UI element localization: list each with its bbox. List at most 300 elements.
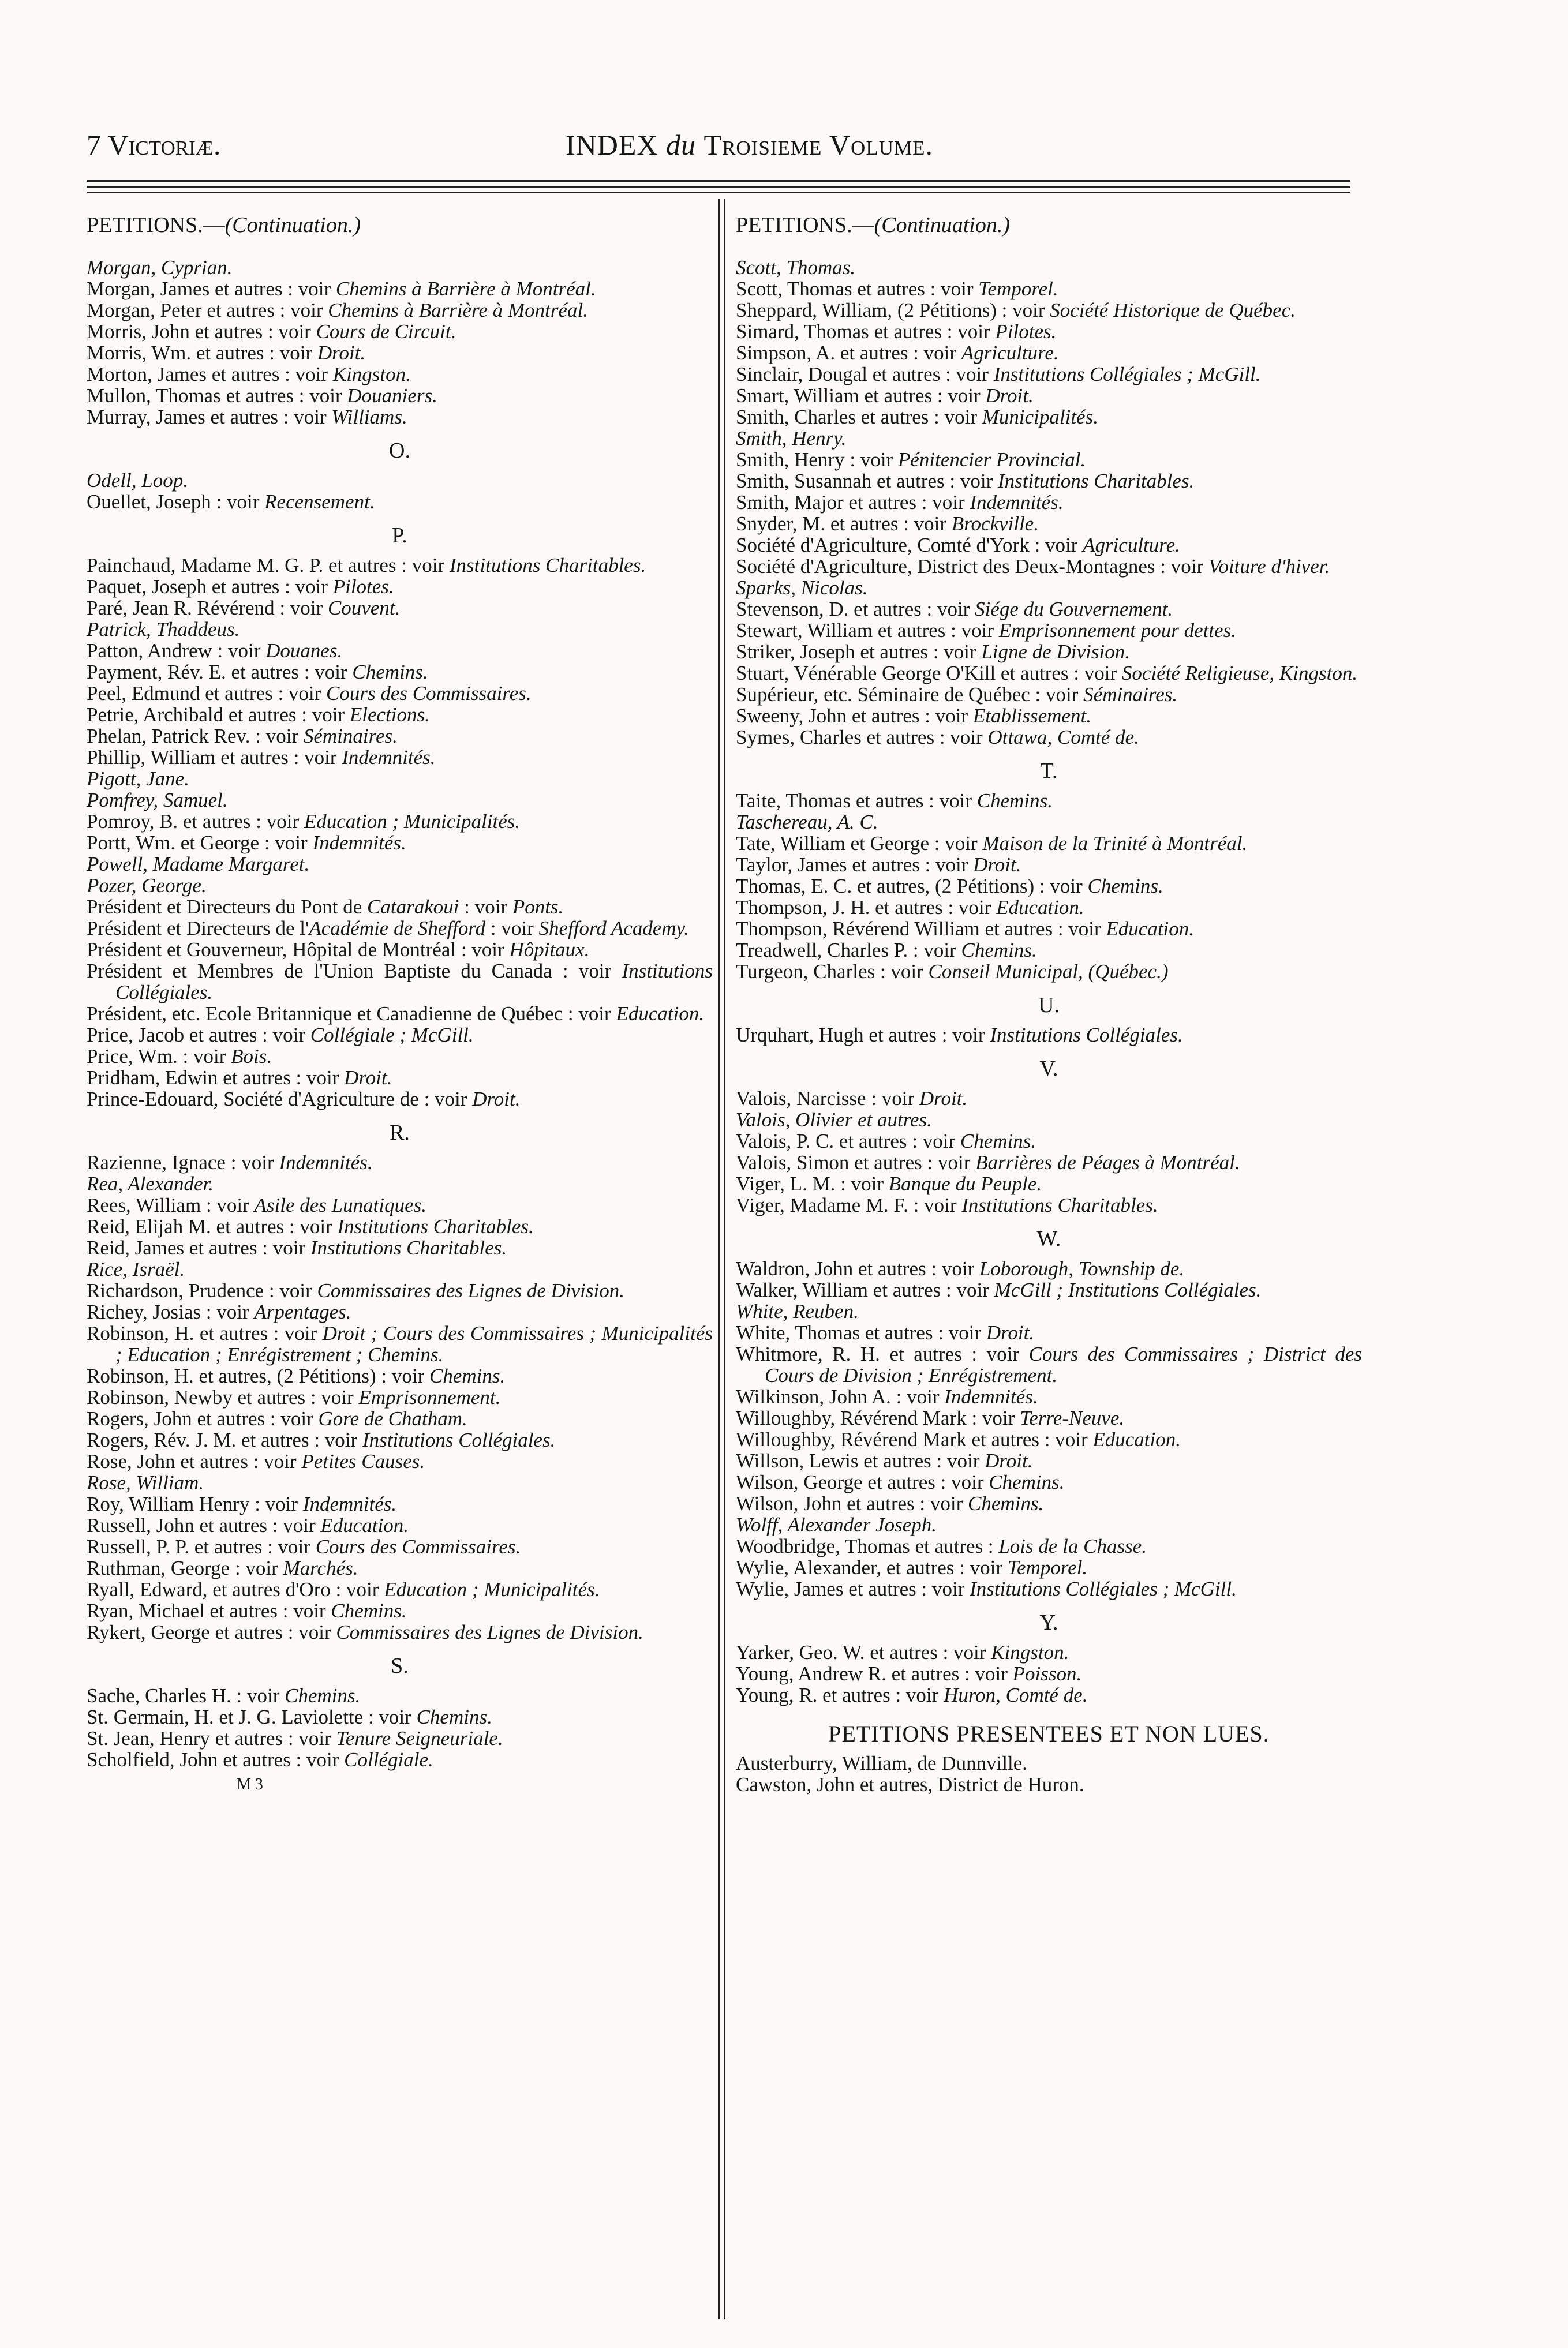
entry-name: Pozer, George. — [87, 874, 207, 897]
index-entry — [736, 1663, 1362, 1684]
left-column — [87, 215, 713, 1795]
entry-reference: Agriculture. — [1083, 534, 1180, 556]
entry-name: White, Reuben. — [736, 1300, 859, 1323]
index-entry — [87, 1579, 713, 1600]
section-letter: R. — [390, 1121, 410, 1145]
header-volume-words: Troisieme Volume. — [703, 129, 933, 161]
index-entry — [87, 555, 713, 576]
index-entry — [736, 385, 1362, 406]
index-entry — [87, 939, 713, 960]
entry-name: Rogers, John et autres : voir — [87, 1407, 319, 1430]
entry-reference: Pilotes. — [995, 320, 1057, 343]
index-entry — [736, 364, 1362, 385]
index-entry — [87, 704, 713, 725]
entry-name: Austerburry, William, de Dunnville. — [736, 1752, 1028, 1774]
entry-name: Stuart, Vénérable George O'Kill et autres : voir — [736, 662, 1122, 684]
unread-petitions-heading: PETITIONS PRESENTEES ET NON LUES. — [828, 1721, 1270, 1747]
index-entry — [87, 832, 713, 853]
entry-reference: Agriculture. — [961, 342, 1059, 364]
entry-name: Morgan, James et autres : voir — [87, 278, 336, 300]
index-entry — [736, 1774, 1362, 1795]
entry-name: Morris, Wm. et autres : voir — [87, 342, 317, 364]
entry-reference: Chemins à Barrière à Montréal. — [328, 299, 589, 321]
entry-name: Valois, Simon et autres : voir — [736, 1151, 976, 1174]
entry-name: Mullon, Thomas et autres : voir — [87, 384, 347, 407]
index-entry — [87, 342, 713, 364]
index-entry — [736, 705, 1362, 727]
entry-name: Président, etc. Ecole Britannique et Canadienne de Québec : voir — [87, 1002, 616, 1025]
entry-reference: Hôpitaux. — [509, 938, 590, 961]
entry-name: Whitmore, R. H. et autres : voir — [736, 1343, 1029, 1365]
entry-name: Thompson, J. H. et autres : voir — [736, 896, 997, 919]
entry-name: Valois, Olivier et autres. — [736, 1109, 932, 1131]
entry-reference: Siége du Gouvernement. — [975, 598, 1173, 620]
entry-reference: Maison de la Trinité à Montréal. — [982, 832, 1248, 855]
entry-name: Rose, William. — [87, 1471, 204, 1494]
entry-reference: Barrières de Péages à Montréal. — [975, 1151, 1240, 1174]
index-entry — [87, 1408, 713, 1429]
index-entry — [87, 321, 713, 342]
section-letter: U. — [1038, 993, 1060, 1017]
entry-reference: Institutions Collégiales. — [990, 1024, 1183, 1046]
index-entry — [736, 1386, 1362, 1407]
entry-reference: Indemnités. — [944, 1385, 1038, 1408]
index-entry — [87, 278, 713, 299]
section-letter: W. — [1036, 1227, 1061, 1251]
entry-name: Sweeny, John et autres : voir — [736, 705, 973, 727]
index-entry — [736, 1642, 1362, 1663]
index-entry — [736, 257, 1362, 278]
index-entry — [87, 1728, 713, 1749]
entry-name: Urquhart, Hugh et autres : voir — [736, 1024, 990, 1046]
entry-name: Wilson, John et autres : voir — [736, 1492, 968, 1515]
index-entry — [736, 918, 1362, 939]
entry-reference: McGill ; Institutions Collégiales. — [994, 1279, 1262, 1301]
index-entry — [736, 854, 1362, 875]
entry-name: Cawston, John et autres, District de Huron. — [736, 1773, 1084, 1796]
entry-reference: Séminaires. — [1083, 683, 1178, 706]
entry-reference: Ligne de Division. — [981, 641, 1130, 663]
index-entry — [736, 1109, 1362, 1130]
index-entry — [87, 1323, 713, 1365]
entry-name: Russell, P. P. et autres : voir — [87, 1536, 316, 1558]
entry-name: Phelan, Patrick Rev. : voir — [87, 725, 304, 747]
entry-name: Société d'Agriculture, District des Deux-Montagnes : voir — [736, 555, 1208, 578]
entry-name: Morton, James et autres : voir — [87, 363, 333, 385]
index-entry — [736, 492, 1362, 513]
index-entry — [736, 1578, 1362, 1600]
index-entry — [87, 918, 713, 939]
entry-name: Président et Directeurs de l' — [87, 917, 309, 939]
right-column — [736, 215, 1362, 1795]
entry-name: Paquet, Joseph et autres : voir — [87, 575, 333, 598]
entry-reference: Education. — [1106, 918, 1195, 940]
entry-name: Taite, Thomas et autres : voir — [736, 789, 977, 812]
entry-name: Smith, Major et autres : voir — [736, 491, 970, 514]
entry-reference: Indemnités. — [970, 491, 1064, 514]
entry-reference: Collégiale. — [344, 1748, 433, 1771]
entry-reference: Pilotes. — [332, 575, 394, 598]
entry-name: Prince-Edouard, Société d'Agriculture de : voir — [87, 1088, 473, 1110]
entry-name: Morris, John et autres : voir — [87, 320, 316, 343]
entry-reference: Droit. — [986, 1321, 1035, 1344]
left-entries-list — [87, 257, 713, 1770]
entry-name: Rea, Alexander. — [87, 1173, 214, 1195]
section-letter: T. — [1040, 759, 1058, 783]
entry-name: Président et Directeurs du Pont de — [87, 896, 368, 918]
entry-name: Odell, Loop. — [87, 469, 188, 492]
entry-reference: Education. — [320, 1514, 409, 1537]
entry-reference: Emprisonnement. — [358, 1386, 501, 1409]
entry-reference: Asile des Lunatiques. — [254, 1194, 427, 1216]
entry-reference: Douaniers. — [347, 384, 437, 407]
entry-name: Pridham, Edwin et autres : voir — [87, 1066, 345, 1089]
entry-reference: Chemins. — [961, 939, 1037, 961]
section-letter: Y. — [1039, 1611, 1058, 1635]
entry-reference: Droit. — [472, 1088, 521, 1110]
entry-reference: Droit. — [973, 853, 1021, 876]
index-entry — [87, 1749, 713, 1770]
entry-name: Price, Wm. : voir — [87, 1045, 231, 1068]
index-entry — [87, 1600, 713, 1621]
entry-reference: Droit. — [985, 384, 1034, 407]
entry-reference: Cours de Circuit. — [316, 320, 456, 343]
index-entry — [736, 1429, 1362, 1450]
entry-name: Thomas, E. C. et autres, (2 Pétitions) : voir — [736, 875, 1088, 897]
entry-name: Richardson, Prudence : voir — [87, 1279, 317, 1302]
entry-reference: Chemins à Barrière à Montréal. — [335, 278, 596, 300]
entry-reference: Indemnités. — [279, 1151, 373, 1174]
entry-name: Smith, Susannah et autres : voir — [736, 470, 998, 492]
entry-name: Smith, Henry : voir — [736, 448, 898, 471]
index-entry — [87, 1152, 713, 1173]
index-entry — [736, 534, 1362, 556]
index-entry — [736, 470, 1362, 492]
index-entry — [87, 1088, 713, 1110]
entry-name: Powell, Madame Margaret. — [87, 853, 310, 875]
entry-reference: Etablissement. — [972, 705, 1091, 727]
entry-reference: Elections. — [349, 703, 430, 726]
entry-name: Striker, Joseph et autres : voir — [736, 641, 982, 663]
entry-reference: Arpentages. — [254, 1301, 351, 1323]
entry-name: Painchaud, Madame M. G. P. et autres : voir — [87, 554, 450, 576]
index-entry — [736, 961, 1362, 982]
entry-reference: Chemins. — [968, 1492, 1044, 1515]
entry-name: Président et Gouverneur, Hôpital de Montréal : voir — [87, 938, 510, 961]
index-entry — [736, 1130, 1362, 1152]
unread-petitions-list — [736, 1752, 1362, 1795]
index-entry — [736, 299, 1362, 321]
index-entry — [736, 790, 1362, 811]
index-entry — [736, 1024, 1362, 1046]
index-entry — [736, 556, 1362, 577]
entry-reference: Williams. — [331, 406, 407, 428]
index-entry — [87, 1237, 713, 1259]
entry-name: Roy, William Henry : voir — [87, 1493, 303, 1515]
entry-reference: Droit. — [919, 1087, 968, 1110]
index-entry — [87, 1557, 713, 1579]
entry-reference: Pénitencier Provincial. — [897, 448, 1086, 471]
entry-reference: Kingston. — [991, 1641, 1069, 1664]
index-entry — [87, 1387, 713, 1408]
entry-reference: Chemins. — [285, 1684, 361, 1707]
index-entry — [736, 449, 1362, 470]
entry-reference: Cours des Commissaires. — [315, 1536, 521, 1558]
signature-mark: M 3 — [237, 1776, 263, 1793]
index-entry — [736, 1471, 1362, 1493]
entry-reference: Droit. — [344, 1066, 392, 1089]
entry-reference: Recensement. — [264, 490, 375, 513]
index-entry — [736, 321, 1362, 342]
section-letter: P. — [392, 523, 407, 548]
entry-name: Paré, Jean R. Révérend : voir — [87, 597, 328, 619]
entry-name: Valois, P. C. et autres : voir — [736, 1130, 960, 1152]
index-entry — [87, 1429, 713, 1451]
index-entry — [87, 257, 713, 278]
index-entry — [87, 747, 713, 768]
entry-reference: Institutions Collégiales ; McGill. — [970, 1578, 1237, 1600]
entry-name: Reid, Elijah M. et autres : voir — [87, 1215, 338, 1238]
entry-reference: Chemins. — [416, 1706, 492, 1728]
entry-name: Patton, Andrew : voir — [87, 639, 266, 662]
index-entry — [736, 598, 1362, 620]
left-heading-continuation: (Continuation.) — [224, 213, 361, 237]
index-entry — [87, 576, 713, 597]
index-entry — [87, 385, 713, 406]
column-divider-left-line — [718, 199, 720, 2319]
entry-name: Smith, Henry. — [736, 427, 847, 450]
index-entry — [736, 1684, 1362, 1706]
entry-reference: Droit. — [317, 342, 366, 364]
entry-name: Turgeon, Charles : voir — [736, 960, 929, 983]
entry-reference: Chemins. — [989, 1471, 1065, 1493]
entry-connector: : voir — [459, 896, 512, 918]
entry-reference: Couvent. — [327, 597, 401, 619]
right-heading-continuation: (Continuation.) — [874, 213, 1010, 237]
index-entry — [736, 1173, 1362, 1194]
entry-reference: Chemins. — [331, 1600, 407, 1622]
entry-name: Symes, Charles et autres : voir — [736, 726, 988, 748]
entry-name: Richey, Josias : voir — [87, 1301, 255, 1323]
index-entry — [736, 342, 1362, 364]
entry-reference: Catarakoui — [367, 896, 459, 918]
index-entry — [736, 620, 1362, 641]
entry-reference: Lois de la Chasse. — [998, 1535, 1147, 1557]
entry-name: Robinson, Newby et autres : voir — [87, 1386, 359, 1409]
entry-name: Scott, Thomas. — [736, 256, 856, 279]
header-title — [566, 128, 933, 162]
entry-name: Thompson, Révérend William et autres : voir — [736, 918, 1106, 940]
index-entry — [736, 727, 1362, 748]
entry-reference: Indemnités. — [302, 1493, 397, 1515]
section-letter: V. — [1039, 1057, 1058, 1081]
entry-name: Portt, Wm. et George : voir — [87, 832, 313, 854]
entry-reference: Droit. — [985, 1450, 1033, 1472]
entry-reference: Kingston. — [332, 363, 411, 385]
entry-name: Young, R. et autres : voir — [736, 1684, 944, 1706]
page-header — [87, 128, 1362, 163]
index-entry — [87, 1216, 713, 1237]
index-entry — [736, 1450, 1362, 1471]
index-entry — [87, 1685, 713, 1706]
entry-name: Sinclair, Dougal et autres : voir — [736, 363, 994, 385]
index-entry — [87, 875, 713, 896]
entry-reference: Droit ; Cours des Commissaires ; Municipalités ; Education ; Enrégistrement ; Chemins. — [115, 1322, 713, 1366]
index-entry — [87, 1024, 713, 1046]
index-entry — [736, 1088, 1362, 1109]
entry-reference: Institutions Charitables. — [449, 554, 646, 576]
entry-reference: Douanes. — [265, 639, 343, 662]
entry-reference: Loborough, Township de. — [979, 1257, 1185, 1280]
index-entry — [87, 299, 713, 321]
entry-name: Pomfrey, Samuel. — [87, 789, 228, 811]
entry-name: Taschereau, A. C. — [736, 811, 878, 833]
entry-reference: Institutions Charitables. — [310, 1237, 507, 1259]
index-entry — [736, 1514, 1362, 1536]
index-entry — [87, 619, 713, 640]
entry-reference: Education ; Municipalités. — [304, 810, 521, 833]
entry-reference: Terre-Neuve. — [1020, 1407, 1125, 1429]
entry-name: Price, Jacob et autres : voir — [87, 1024, 310, 1046]
index-entry — [736, 662, 1362, 684]
index-entry — [87, 1515, 713, 1536]
entry-reference: Petites Causes. — [301, 1450, 425, 1473]
entry-name: Pomroy, B. et autres : voir — [87, 810, 304, 833]
entry-name: Rees, William : voir — [87, 1194, 255, 1216]
entry-name: Wilkinson, John A. : voir — [736, 1385, 945, 1408]
index-entry — [736, 1258, 1362, 1279]
entry-reference: Banque du Peuple. — [888, 1173, 1042, 1195]
index-entry — [736, 1557, 1362, 1578]
entry-name: Président et Membres de l'Union Baptiste du Canada : voir — [87, 960, 622, 982]
entry-name: Scott, Thomas et autres : voir — [736, 278, 979, 300]
index-entry — [736, 1407, 1362, 1429]
entry-reference: Tenure Seigneuriale. — [336, 1727, 503, 1750]
index-entry — [87, 1301, 713, 1323]
index-entry — [87, 406, 713, 428]
index-entry — [87, 768, 713, 789]
section-letter: S. — [391, 1654, 409, 1678]
index-entry — [736, 1194, 1362, 1216]
index-entry — [87, 1621, 713, 1643]
entry-name: Morgan, Peter et autres : voir — [87, 299, 328, 321]
entry-name: Ouellet, Joseph : voir — [87, 490, 265, 513]
entry-name: Peel, Edmund et autres : voir — [87, 682, 327, 705]
entry-name: Pigott, Jane. — [87, 767, 189, 790]
entry-reference: Chemins. — [429, 1365, 506, 1387]
index-entry — [87, 811, 713, 832]
entry-reference: Institutions Charitables. — [337, 1215, 534, 1238]
entry-reference: Chemins. — [352, 661, 428, 683]
entry-name: Rice, Israël. — [87, 1258, 185, 1280]
entry-name: Snyder, M. et autres : voir — [736, 512, 952, 535]
index-entry — [87, 853, 713, 875]
index-entry — [736, 1322, 1362, 1343]
entry-connector: : voir — [485, 917, 539, 939]
index-entry — [87, 364, 713, 385]
entry-name: St. Jean, Henry et autres : voir — [87, 1727, 336, 1750]
entry-reference: Société Historique de Québec. — [1050, 299, 1296, 321]
index-entry — [736, 428, 1362, 449]
index-entry — [87, 683, 713, 704]
entry-name: Payment, Rév. E. et autres : voir — [87, 661, 353, 683]
entry-reference: Ponts. — [512, 896, 564, 918]
index-entry — [87, 789, 713, 811]
index-entry — [736, 513, 1362, 534]
index-entry — [87, 1706, 713, 1728]
entry-name: Simard, Thomas et autres : voir — [736, 320, 996, 343]
entry-name: Sache, Charles H. : voir — [87, 1684, 285, 1707]
index-entry — [87, 896, 713, 918]
entry-reference: Chemins. — [1087, 875, 1163, 897]
entry-reference: Commissaires des Lignes de Division. — [317, 1279, 624, 1302]
entry-reference: Huron, Comté de. — [944, 1684, 1088, 1706]
entry-name: Murray, James et autres : voir — [87, 406, 332, 428]
right-entries-list — [736, 257, 1362, 1706]
entry-name: Simpson, A. et autres : voir — [736, 342, 961, 364]
entry-reference: Temporel. — [978, 278, 1058, 300]
entry-name: Petrie, Archibald et autres : voir — [87, 703, 350, 726]
index-entry — [87, 1046, 713, 1067]
entry-name: Waldron, John et autres : voir — [736, 1257, 979, 1280]
entry-name: Woodbridge, Thomas et autres : — [736, 1535, 999, 1557]
entry-reference: Gore de Chatham. — [318, 1407, 467, 1430]
entry-name: Russell, John et autres : voir — [87, 1514, 321, 1537]
entry-name: Scholfield, John et autres : voir — [87, 1748, 345, 1771]
entry-name: Valois, Narcisse : voir — [736, 1087, 919, 1110]
entry-reference: Education. — [616, 1002, 705, 1025]
entry-name: Walker, William et autres : voir — [736, 1279, 994, 1301]
entry-reference: Ottawa, Comté de. — [987, 726, 1139, 748]
index-entry — [87, 1067, 713, 1088]
index-entry — [736, 1752, 1362, 1774]
index-entry — [87, 1536, 713, 1557]
index-entry — [736, 1152, 1362, 1173]
index-entry — [736, 811, 1362, 833]
index-entry — [87, 470, 713, 491]
index-entry — [736, 897, 1362, 918]
entry-reference: Chemins. — [976, 789, 1053, 812]
entry-name: Tate, William et George : voir — [736, 832, 983, 855]
entry-reference: Conseil Municipal, (Québec.) — [928, 960, 1169, 983]
entry-reference: Institutions Charitables. — [961, 1194, 1158, 1216]
entry-name: Stewart, William et autres : voir — [736, 619, 999, 642]
entry-reference: Indemnités. — [342, 746, 436, 769]
entry-name: Phillip, William et autres : voir — [87, 746, 342, 769]
entry-name: St. Germain, H. et J. G. Laviolette : voir — [87, 1706, 417, 1728]
index-entry — [736, 1493, 1362, 1514]
index-entry — [736, 1343, 1362, 1386]
entry-name: White, Thomas et autres : voir — [736, 1321, 986, 1344]
left-column-heading — [87, 215, 713, 236]
index-entry — [87, 1194, 713, 1216]
entry-reference: Education. — [1092, 1428, 1181, 1451]
index-entry — [736, 577, 1362, 598]
entry-reference: Séminaires. — [303, 725, 398, 747]
entry-name: Viger, L. M. : voir — [736, 1173, 889, 1195]
entry-name: Wylie, James et autres : voir — [736, 1578, 970, 1600]
index-entry — [736, 406, 1362, 428]
entry-name: Wilson, George et autres : voir — [736, 1471, 989, 1493]
entry-name: Ruthman, George : voir — [87, 1557, 283, 1579]
entry-name: Robinson, H. et autres : voir — [87, 1322, 323, 1345]
entry-name: Wylie, Alexander, et autres : voir — [736, 1556, 1008, 1579]
index-entry — [87, 1493, 713, 1515]
entry-reference: Collégiale ; McGill. — [310, 1024, 474, 1046]
entry-reference: Education ; Municipalités. — [384, 1578, 600, 1601]
index-entry — [87, 1259, 713, 1280]
index-entry — [87, 491, 713, 512]
